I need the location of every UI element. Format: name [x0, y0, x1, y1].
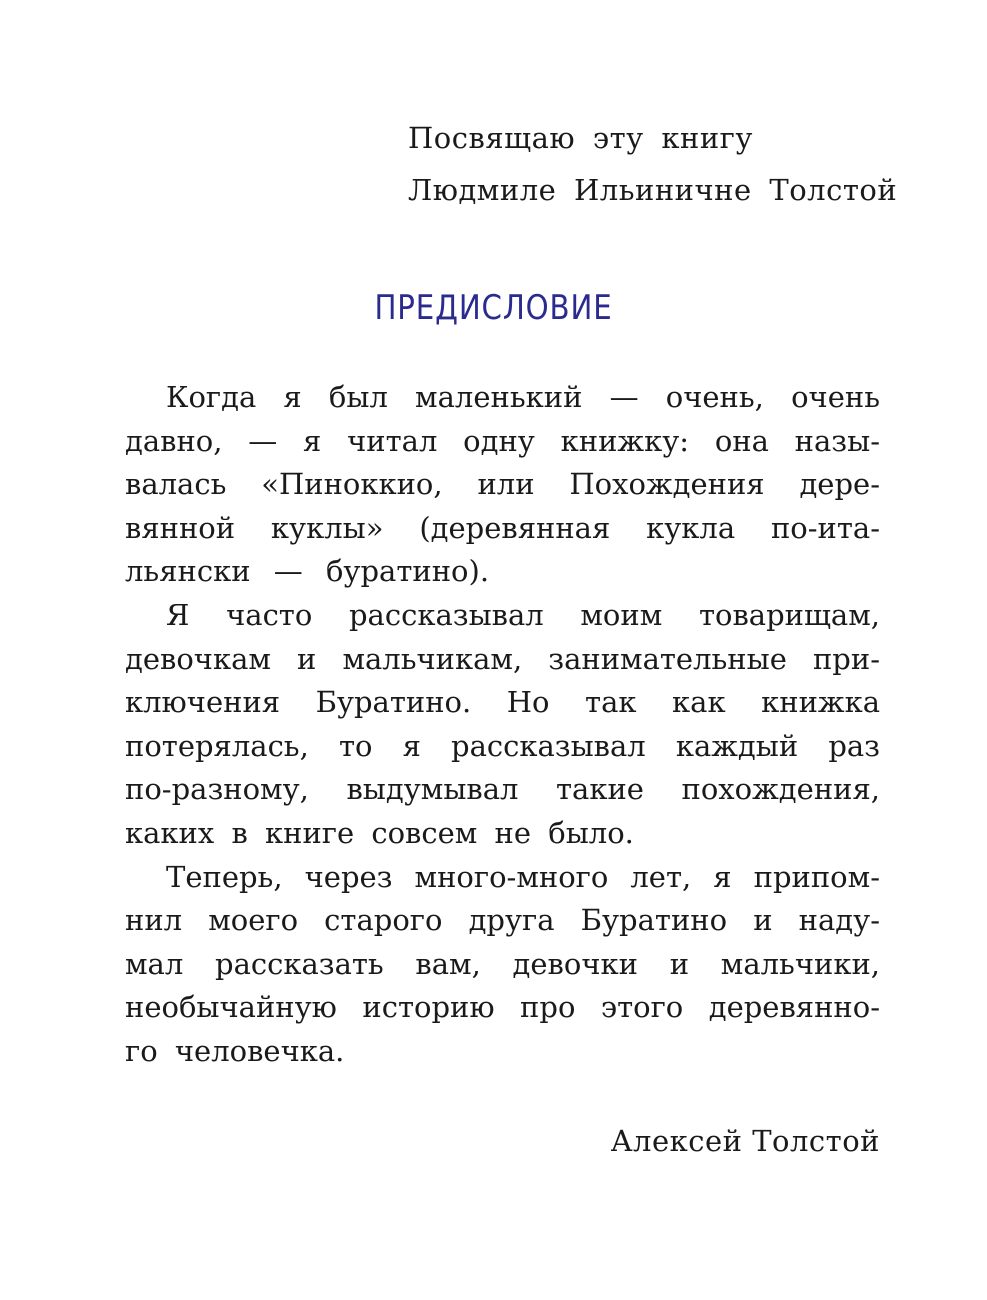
paragraph-line: льянски — буратино). — [125, 554, 490, 589]
dedication-line: Людмиле Ильиничне Толстой — [408, 173, 898, 207]
paragraph-line: Когда я был маленький — очень, очень — [166, 380, 880, 414]
paragraph-line: потерялась, то я рассказывал каждый раз — [125, 728, 880, 763]
paragraph-line: го человечка. — [125, 1033, 345, 1068]
page-title: ПРЕДИСЛОВИЕ — [374, 288, 613, 328]
preface-text — [125, 376, 880, 1074]
paragraph-line: ключения Буратино. Но так как книжка — [125, 685, 880, 720]
paragraph-line: необычайную историю про этого деревянно- — [125, 990, 880, 1025]
paragraph-line: Теперь, через много-много лет, я припом- — [166, 859, 880, 894]
paragraph-line: каких в книге совсем не было. — [125, 815, 634, 850]
paragraph-line: мал рассказать вам, девочки и мальчики, — [125, 946, 880, 981]
paragraph-line: девочкам и мальчикам, занимательные при- — [125, 641, 880, 676]
author-signature: Алексей Толстой — [610, 1124, 880, 1158]
paragraph-line: нил моего старого друга Буратино и наду- — [125, 903, 880, 938]
dedication — [408, 112, 898, 216]
paragraph-line: валась «Пиноккио, или Похождения дере- — [125, 467, 880, 502]
paragraph-line: по-разному, выдумывал такие похождения, — [125, 772, 880, 807]
paragraph-line: Я часто рассказывал моим товарищам, — [166, 597, 880, 632]
paragraph-line: вянной куклы» (деревянная кукла по-ита- — [125, 510, 880, 545]
paragraph-line: давно, — я читал одну книжку: она назы- — [125, 423, 880, 458]
dedication-line: Посвящаю эту книгу — [408, 121, 753, 155]
